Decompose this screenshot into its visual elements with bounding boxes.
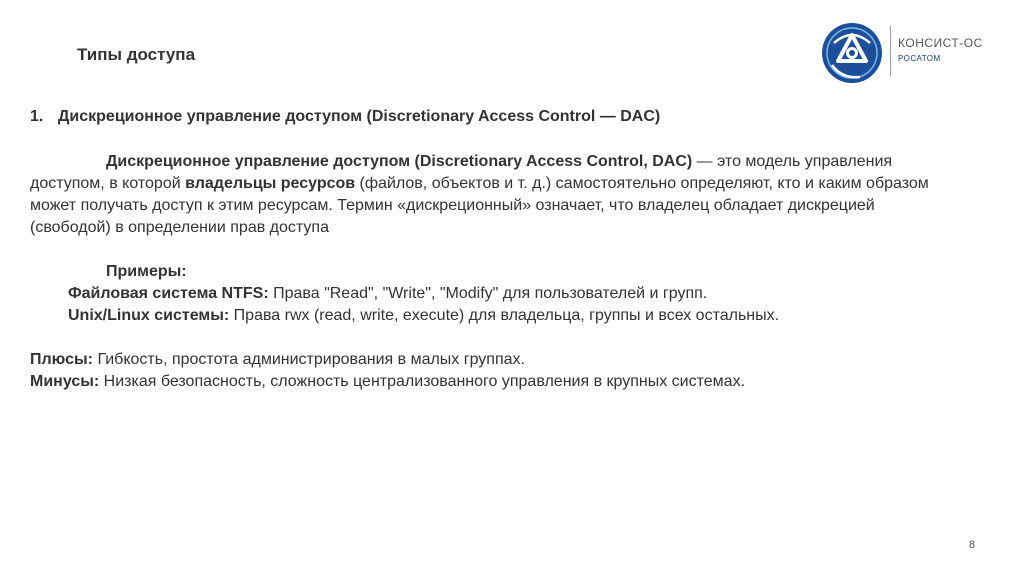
example-label: Файловая система NTFS: [68, 285, 269, 302]
definition-part1: — это модель управления доступом, в которой [30, 153, 893, 192]
pros-text: Гибкость, простота администрирования в малых группах. [93, 351, 525, 368]
example-text: Права rwx (read, write, execute) для владельца, группы и всех остальных. [229, 307, 780, 324]
example-label: Unix/Linux системы: [68, 307, 230, 324]
cons-text: Низкая безопасность, сложность централизованного управления в крупных системах. [99, 373, 746, 390]
definition-paragraph [30, 151, 950, 239]
example-item [30, 283, 990, 305]
example-text: Права "Read", "Write", "Modify" для пользователей и групп. [268, 285, 708, 302]
slide-title: Типы доступа [77, 45, 196, 64]
slide-content [30, 106, 990, 393]
example-item [30, 305, 990, 327]
company-logo [820, 20, 1010, 86]
logo-brand-text: КОНСИСТ-ОС [898, 36, 983, 50]
logo-sub-text: РОСАТОМ [898, 54, 941, 63]
definition-term: Дискреционное управление доступом (Discretionary Access Control, DAC) [106, 153, 693, 170]
pros-label: Плюсы: [30, 351, 94, 368]
page-number: 8 [969, 539, 976, 551]
pros-line [30, 349, 990, 371]
definition-part2: (файлов, объектов и т. д.) самостоятельно определяют, кто и каким образом может получать доступ к этим ресурсам. Термин «дискреционный» означает, что владелец обладает дискрецией (свободой) в определении прав доступа [30, 175, 929, 236]
rosatom-emblem-icon [820, 21, 884, 85]
heading-number: 1. [30, 108, 44, 125]
definition-bold-phrase: владельцы ресурсов [185, 175, 356, 192]
cons-label: Минусы: [30, 373, 100, 390]
heading-text: Дискреционное управление доступом (Discretionary Access Control — DAC) [58, 108, 661, 125]
spacer [30, 327, 990, 349]
section-heading [30, 106, 990, 128]
cons-line [30, 371, 990, 393]
examples-label: Примеры: [106, 263, 187, 280]
logo-divider [890, 26, 891, 76]
